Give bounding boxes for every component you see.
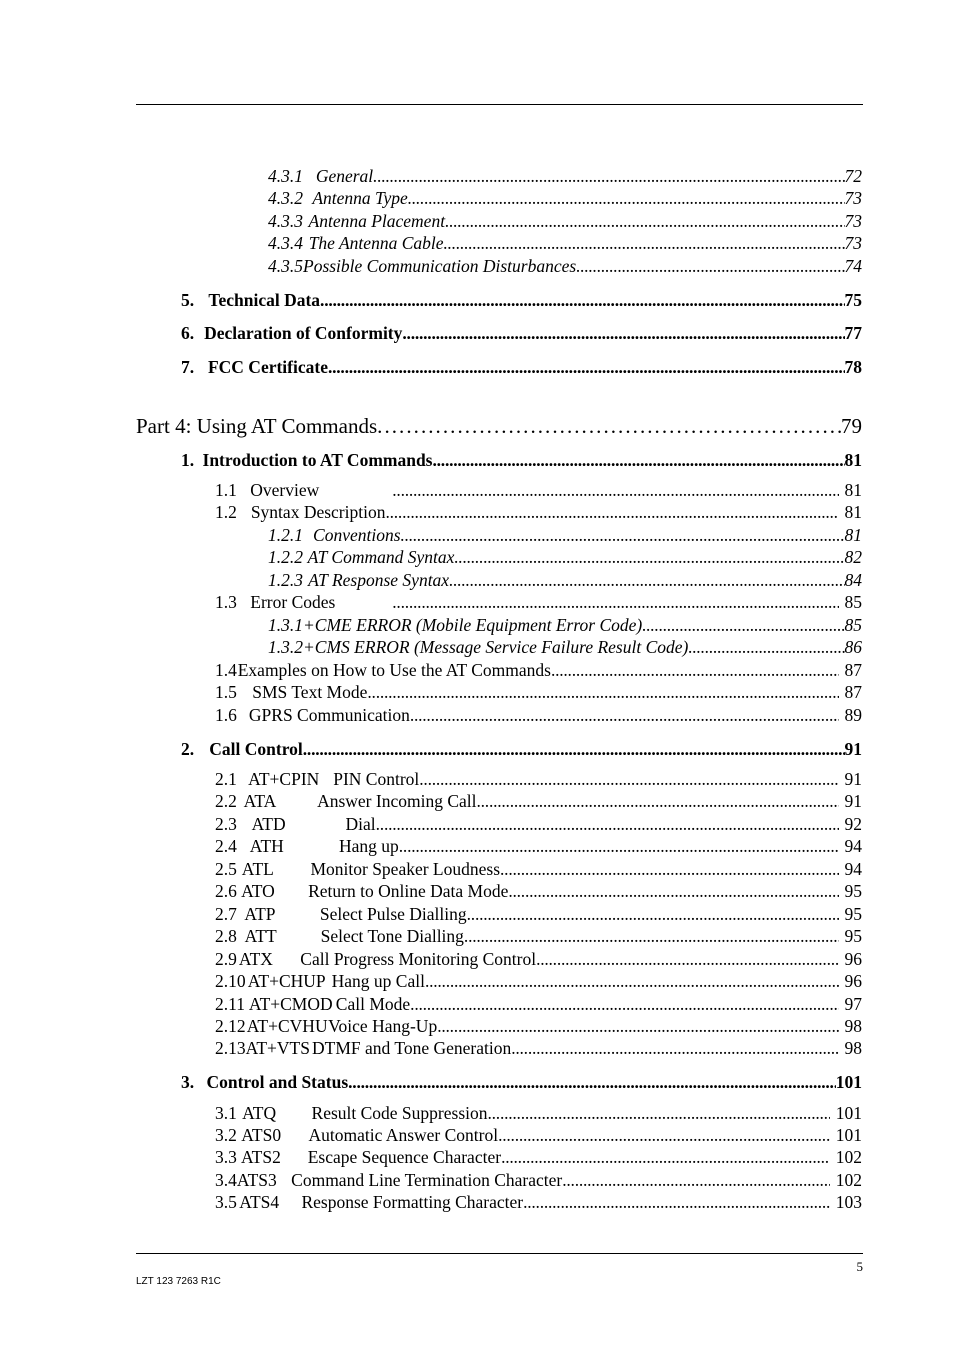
toc-entry[interactable] [181,739,862,760]
toc-entry-page: 101 [835,1103,862,1123]
toc-entry-number: 3.5 [215,1192,237,1212]
toc-entry[interactable] [268,256,862,277]
toc-entry[interactable] [136,414,862,439]
toc-entry-page: 91 [844,769,862,789]
toc-entry-title: Antenna Placement [308,211,446,231]
toc-entry-number: 6. [181,323,195,343]
toc-entry-page: 87 [844,660,862,680]
toc-entry[interactable] [215,1103,862,1124]
toc-entry[interactable] [215,1038,862,1059]
toc-entry-page: 73 [844,211,862,231]
toc-entry-page: 81 [844,525,862,545]
toc-entry[interactable] [215,1147,862,1168]
toc-entry[interactable] [215,814,862,835]
toc-entry-title: Monitor Speaker Loudness [310,859,501,879]
toc-entry-page: 89 [844,705,862,725]
dot-leader [385,502,838,523]
dot-leader [562,1170,830,1191]
toc-entry-page: 74 [844,256,862,276]
toc-entry-number: 4.3.4 [268,233,303,253]
toc-entry-page: 85 [844,615,862,635]
toc-entry[interactable] [268,188,862,209]
footer-rule [136,1253,863,1254]
toc-entry-number: 4.3.5 [268,256,303,276]
toc-entry[interactable] [181,1072,862,1093]
dot-leader [449,570,844,591]
toc-entry-page: 81 [844,450,862,470]
toc-entry[interactable] [215,949,862,970]
toc-entry-title: Dial [345,814,376,834]
toc-entry-page: 98 [844,1016,862,1036]
toc-entry[interactable] [268,615,862,636]
toc-entry-page: 92 [844,814,862,834]
dot-leader [511,1038,838,1059]
toc-entry[interactable] [268,547,862,568]
toc-entry-command: AT+VTS [245,1038,310,1058]
toc-entry-title: Control and Status [206,1072,349,1092]
toc-entry-title: GPRS Communication [248,705,410,725]
toc-entry-number: 1.3.2 [268,637,303,657]
toc-entry-page: 91 [844,791,862,811]
toc-entry-number: 1.3 [215,592,237,612]
dot-leader [576,256,844,277]
toc-entry-title: Hang up Call [331,971,425,991]
toc-entry-command: ATO [241,881,275,901]
toc-entry-page: 101 [835,1125,862,1145]
dot-leader [320,290,844,311]
dot-leader [500,859,838,880]
toc-entry-page: 103 [835,1192,862,1212]
toc-entry-title: Hang up [338,836,399,856]
toc-entry-title: Introduction to AT Commands [202,450,433,470]
dot-leader [410,705,839,726]
toc-entry-number: 3.4 [215,1170,237,1190]
toc-entry-number: 1.3.1 [268,615,303,635]
toc-entry-command: ATD [251,814,286,834]
toc-entry-title: Call Mode [335,994,411,1014]
toc-entry-command: ATQ [242,1103,277,1123]
dot-leader [373,166,844,187]
toc-entry-title: Part 4: Using AT Commands [136,414,378,438]
toc-entry-command: ATS4 [239,1192,280,1212]
toc-entry[interactable] [181,450,862,471]
toc-entry[interactable] [268,233,862,254]
toc-entry[interactable] [215,1125,862,1146]
toc-entry-title: Possible Communication Disturbances [303,256,577,276]
toc-entry-page: 82 [844,547,862,567]
toc-entry-page: 95 [844,926,863,946]
toc-entry-number: 2.8 [215,926,237,946]
toc-entry[interactable] [215,881,862,902]
toc-entry-page: 96 [844,971,862,991]
toc-entry[interactable] [215,502,862,523]
toc-entry-command: ATS2 [240,1147,281,1167]
toc-entry[interactable] [181,290,862,311]
toc-entry-title: Antenna Type [312,188,408,208]
toc-entry-page: 94 [844,836,862,856]
dot-leader [433,450,845,471]
toc-entry-title: Error Codes [250,592,336,612]
toc-entry-number: 2.2 [215,791,237,811]
toc-entry-command: AT+CMOD [248,994,333,1014]
toc-entry-number: 7. [181,357,195,377]
toc-entry[interactable] [268,211,862,232]
toc-entry-page: 98 [844,1038,862,1058]
toc-entry-number: 5. [181,290,195,310]
toc-entry-command: ATS3 [236,1170,277,1190]
dot-leader [445,211,844,232]
toc-entry-page: 81 [844,480,862,500]
toc-entry-number: 2.4 [215,836,237,856]
toc-entry-title: The Antenna Cable [308,233,444,253]
toc-entry-page: 91 [844,739,862,759]
dot-leader [454,547,844,568]
toc-entry-title: Result Code Suppression [311,1103,488,1123]
toc-entry[interactable] [268,637,862,658]
toc-entry-title: Select Tone Dialling [320,926,464,946]
page-number: 5 [856,1259,863,1274]
toc-entry[interactable] [215,682,862,703]
toc-entry-number: 2.6 [215,881,237,901]
toc-entry-number: 1.4 [215,660,237,680]
toc-entry-page: 77 [844,323,862,343]
toc-entry[interactable] [268,166,862,187]
toc-entry[interactable] [215,904,862,925]
dot-leader [392,592,838,613]
toc-entry[interactable] [181,323,862,344]
toc-entry-page: 102 [835,1170,862,1190]
toc-entry-title: Automatic Answer Control [308,1125,499,1145]
dot-leader [408,188,845,209]
toc-entry-title: Response Formatting Character [301,1192,524,1212]
dot-leader [376,814,839,835]
dot-leader [444,233,845,254]
dot-leader [348,1072,836,1093]
toc-entry-number: 1.2.2 [268,547,303,567]
toc-entry[interactable] [215,1170,862,1191]
toc-entry-number: 3.2 [215,1125,237,1145]
toc-entry-number: 2.12 [215,1016,246,1036]
toc-entry-page: 86 [844,637,862,657]
toc-entry-title: Command Line Termination Character [291,1170,563,1190]
toc-entry[interactable] [268,570,862,591]
toc-entry[interactable] [215,480,862,501]
toc-entry[interactable] [215,994,862,1015]
toc-entry-title: +CMS ERROR (Message Service Failure Result Code) [303,637,689,657]
toc-entry-number: 2.1 [215,769,237,789]
toc-entry-number: 2.7 [215,904,237,924]
toc-entry-number: 4.3.2 [268,188,303,208]
dot-leader [399,836,839,857]
toc-entry[interactable] [215,971,862,992]
toc-entry-command: ATH [249,836,284,856]
toc-entry-page: 101 [835,1072,862,1092]
dot-leader [303,739,845,760]
toc-entry[interactable] [215,1016,862,1037]
toc-entry[interactable] [215,660,862,681]
toc-entry[interactable] [215,592,862,613]
dot-leader [467,904,839,925]
toc-entry-title: PIN Control [333,769,420,789]
toc-entry-title: Declaration of Conformity [204,323,403,343]
dot-leader [688,637,844,658]
toc-entry-command: ATP [244,904,276,924]
toc-entry-number: 2.5 [215,859,237,879]
toc-entry-title: Voice Hang-Up [328,1016,438,1036]
toc-entry[interactable] [215,791,862,812]
dot-leader [523,1192,830,1213]
toc-entry-page: 81 [844,502,862,522]
toc-entry-number: 3.1 [215,1103,237,1123]
toc-entry-command: AT+CVHU [246,1016,328,1036]
dot-leader [410,994,838,1015]
toc-entry-title: Examples on How to Use the AT Commands [237,660,551,680]
toc-entry-page: 96 [844,949,863,969]
dot-leader [536,949,838,970]
toc-entry[interactable] [215,705,862,726]
toc-entry-page: 95 [844,881,862,901]
toc-entry-title: +CME ERROR (Mobile Equipment Error Code) [303,615,643,635]
toc-entry-title: Call Progress Monitoring Control [300,949,537,969]
dot-leader [498,1125,830,1146]
dot-leader [401,525,845,546]
dot-leader [328,357,845,378]
dot-leader [501,1147,830,1168]
toc-entry-title: General [315,166,374,186]
toc-entry-title: Answer Incoming Call [317,791,477,811]
toc-entry[interactable] [215,1192,862,1213]
toc-entry-title: AT Response Syntax [308,570,450,590]
toc-entry-title: FCC Certificate [207,357,328,377]
toc-entry[interactable] [215,926,862,947]
toc-entry-command: ATL [241,859,274,879]
toc-entry-title: Syntax Description [250,502,386,522]
toc-entry-page: 73 [844,188,862,208]
dot-leader [437,1016,838,1037]
toc-entry-title: Conventions [313,525,401,545]
toc-entry-title: Call Control [209,739,303,759]
toc-entry-title: Technical Data [208,290,321,310]
dot-leader [508,881,838,902]
toc-entry-number: 2.11 [215,994,245,1014]
dot-leader [377,414,841,439]
toc-entry-page: 72 [844,166,862,186]
toc-entry-page: 73 [844,233,862,253]
toc-entry-number: 1.1 [215,480,237,500]
toc-entry-page: 79 [841,414,862,438]
toc-entry-page: 95 [844,904,862,924]
toc-entry-title: Escape Sequence Character [307,1147,502,1167]
toc-entry-number: 1. [181,450,195,470]
toc-entry[interactable] [215,859,862,880]
toc-entry-page: 75 [844,290,862,310]
toc-entry-page: 97 [844,994,863,1014]
toc-entry-command: ATT [244,926,277,946]
toc-entry-number: 2.13 [215,1038,246,1058]
toc-entry-title: SMS Text Mode [252,682,368,702]
toc-entry-command: AT+CHUP [247,971,326,991]
dot-leader [392,480,838,501]
toc-entry-title: Return to Online Data Mode [308,881,509,901]
dot-leader [551,660,839,681]
toc-entry-number: 4.3.3 [268,211,303,231]
toc-entry-command: AT+CPIN [248,769,320,789]
toc-entry-title: DTMF and Tone Generation [312,1038,512,1058]
dot-leader [425,971,839,992]
toc-entry-page: 94 [844,859,862,879]
toc-entry[interactable] [215,769,862,790]
dot-leader [642,615,844,636]
toc-entry-number: 2.9 [215,949,237,969]
toc-entry-page: 87 [844,682,862,702]
toc-entry-title: AT Command Syntax [307,547,455,567]
toc-entry-number: 1.6 [215,705,237,725]
toc-entry-number: 1.2 [215,502,237,522]
toc-entry-number: 2. [181,739,195,759]
toc-entry-page: 102 [835,1147,862,1167]
dot-leader [488,1103,830,1124]
toc-entry[interactable] [181,357,862,378]
dot-leader [477,791,839,812]
toc-entry-title: Overview [250,480,320,500]
toc-entry-number: 2.3 [215,814,237,834]
dot-leader [464,926,839,947]
toc-entry-number: 1.2.1 [268,525,303,545]
toc-entry[interactable] [215,836,862,857]
dot-leader [419,769,838,790]
toc-entry-number: 3. [181,1072,195,1092]
toc-entry-number: 3.3 [215,1147,237,1167]
toc-entry-command: ATA [243,791,277,811]
dot-leader [402,323,844,344]
toc-entry[interactable] [268,525,862,546]
toc-entry-page: 84 [844,570,862,590]
toc-entry-number: 1.2.3 [268,570,303,590]
toc-entry-command: ATX [238,949,273,969]
dot-leader [367,682,838,703]
toc-entry-number: 2.10 [215,971,246,991]
toc-entry-page: 85 [844,592,862,612]
toc-entry-command: ATS0 [241,1125,282,1145]
toc-entry-page: 78 [844,357,862,377]
toc-entry-number: 1.5 [215,682,237,702]
document-id: LZT 123 7263 R1C [136,1276,221,1287]
toc-entry-number: 4.3.1 [268,166,303,186]
toc-entry-title: Select Pulse Dialling [319,904,467,924]
